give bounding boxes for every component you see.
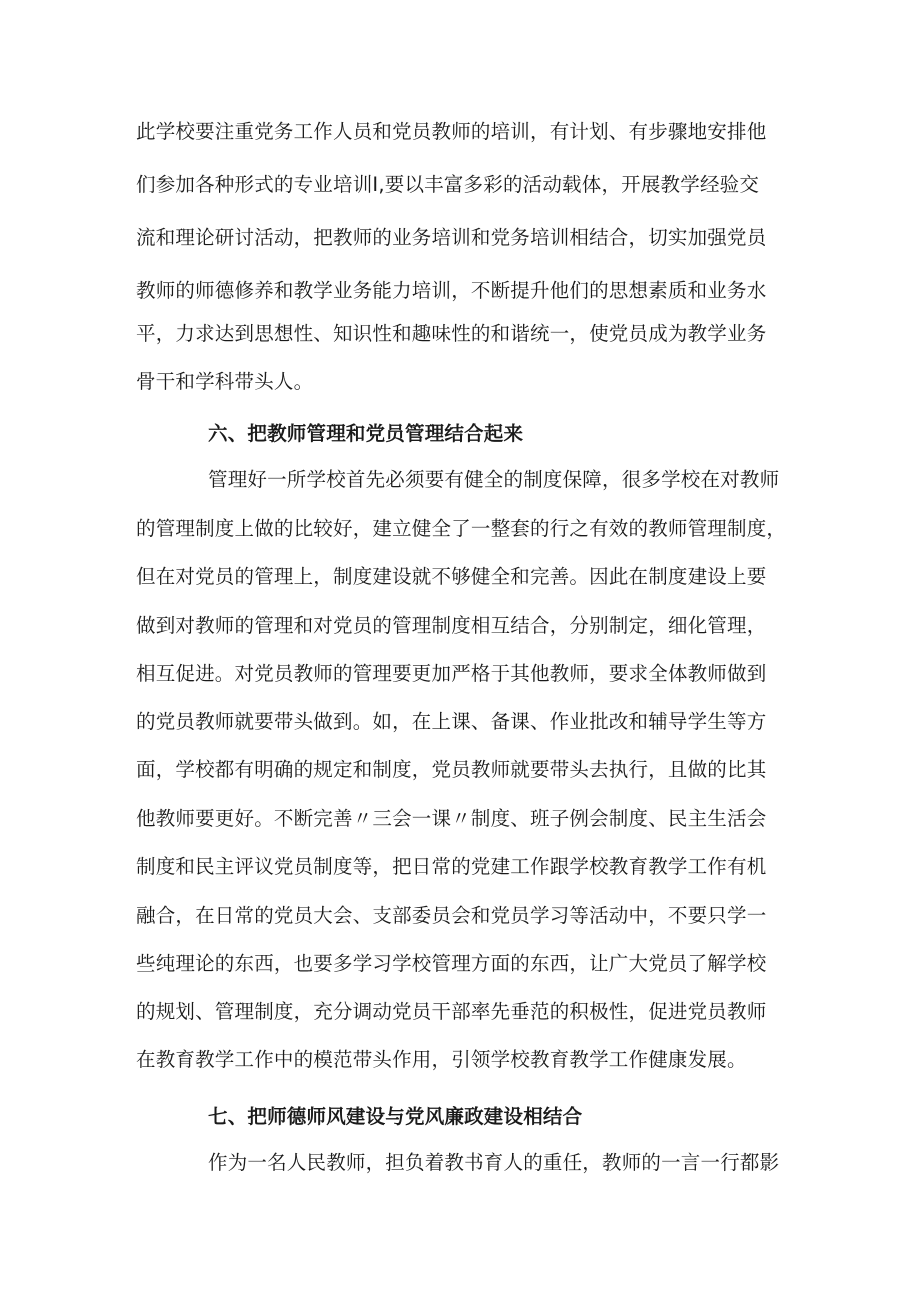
paragraph-2-line-2: 的管理制度上做的比较好，建立健全了一整套的行之有效的教师管理制度， [136, 517, 787, 540]
paragraph-1-line-6: 骨干和学科带头人。 [136, 370, 314, 393]
paragraph-1-line-3: 流和理论研讨活动，把教师的业务培训和党务培训相结合，切实加强党员 [136, 226, 767, 249]
paragraph-2-line-11: 些纯理论的东西，也要多学习学校管理方面的东西，让广大党员了解学校 [136, 952, 767, 975]
paragraph-2-line-1: 管理好一所学校首先必须要有健全的制度保障，很多学校在对教师 [208, 468, 780, 491]
paragraph-3-line-1: 作为一名人民教师，担负着教书育人的重任，教师的一言一行都影 [208, 1151, 780, 1174]
section-heading-7: 七、把师德师风建设与党风廉政建设相结合 [208, 1105, 583, 1128]
paragraph-2-line-10: 融合，在日常的党员大会、支部委员会和党员学习等活动中，不要只学一 [136, 904, 767, 927]
section-heading-6: 六、把教师管理和党员管理结合起来 [208, 422, 524, 445]
paragraph-2-line-8: 他教师要更好。不断完善〃三会一课〃制度、班子例会制度、民主生活会 [136, 807, 767, 830]
paragraph-2-line-4: 做到对教师的管理和对党员的管理制度相互结合，分别制定，细化管理， [136, 614, 767, 637]
paragraph-2-line-12: 的规划、管理制度，充分调动党员干部率先垂范的积极性，促进党员教师 [136, 1000, 767, 1023]
paragraph-2-line-3: 但在对党员的管理上，制度建设就不够健全和完善。因此在制度建设上要 [136, 565, 767, 588]
paragraph-1-line-2: 们参加各种形式的专业培训Ⅰ,要以丰富多彩的活动载体，开展教学经验交 [136, 173, 760, 196]
paragraph-2-line-9: 制度和民主评议党员制度等，把日常的党建工作跟学校教育教学工作有机 [136, 855, 767, 878]
paragraph-2-line-7: 面，学校都有明确的规定和制度，党员教师就要带头去执行，且做的比其 [136, 758, 767, 781]
paragraph-1-line-4: 教师的师德修养和教学业务能力培训，不断提升他们的思想素质和业务水 [136, 279, 767, 302]
paragraph-2-line-13: 在教育教学工作中的模范带头作用，引领学校教育教学工作健康发展。 [136, 1048, 747, 1071]
paragraph-2-line-5: 相互促进。对党员教师的管理要更加严格于其他教师，要求全体教师做到 [136, 662, 767, 685]
paragraph-2-line-6: 的党员教师就要带头做到。如，在上课、备课、作业批改和辅导学生等方 [136, 710, 767, 733]
paragraph-1-line-1: 此学校要注重党务工作人员和党员教师的培训，有计划、有步骤地安排他 [136, 120, 767, 143]
paragraph-1-line-5: 平，力求达到思想性、知识性和趣味性的和谐统一，使党员成为教学业务 [136, 322, 767, 345]
